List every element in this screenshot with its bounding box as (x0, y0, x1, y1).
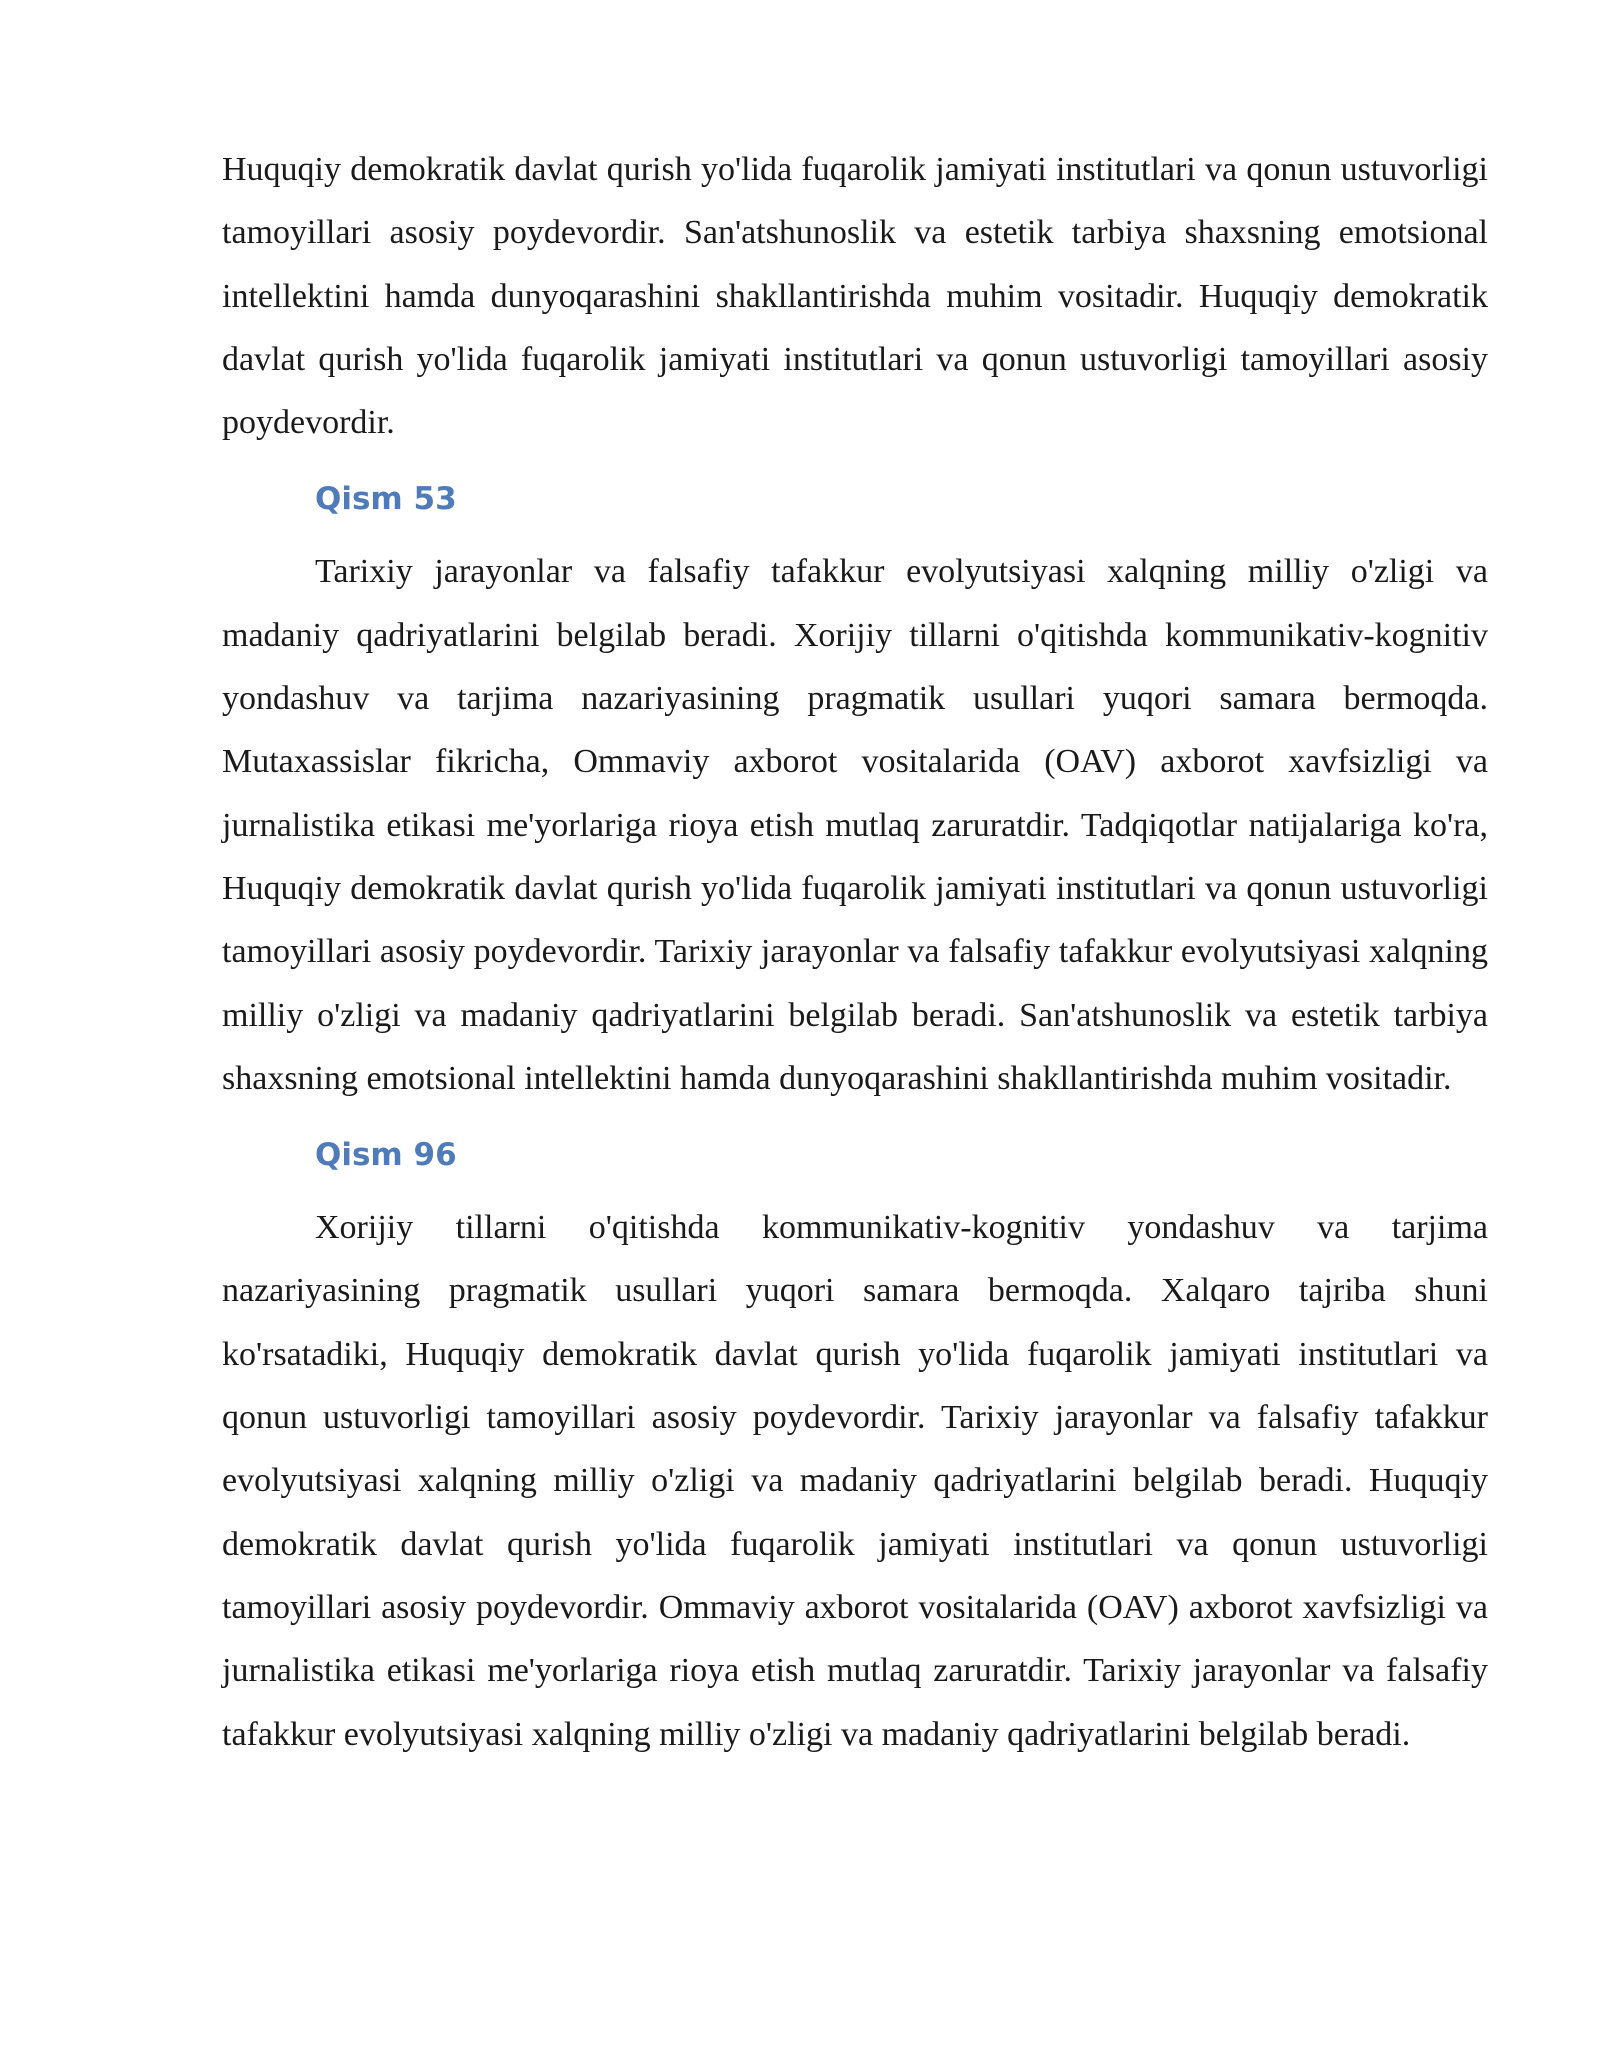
section-heading-qism-53: Qism 53 (315, 481, 457, 518)
intro-paragraph: Huquqiy demokratik davlat qurish yo'lida fuqarolik jamiyati institutlari va qonun ustuvorligi tamoyillari asosiy poydevordir. San'atshunoslik va estetik tarbiya shaxsning emotsional intellektini hamda dunyoqarashini shakllantirishda muhim vositadir. Huquqiy demokratik davlat qurish yo'lida fuqarolik jamiyati institutlari va qonun ustuvorligi tamoyillari asosiy poydevordir. (222, 151, 1488, 442)
page-body (222, 138, 1488, 1766)
section-paragraph-qism-53: Tarixiy jarayonlar va falsafiy tafakkur evolyutsiyasi xalqning milliy o'zligi va madaniy qadriyatlarini belgilab beradi. Xorijiy tillarni o'qitishda kommunikativ-kognitiv yondashuv va tarjima nazariyasining pragmatik usullari yuqori samara bermoqda. Mutaxassislar fikricha, Ommaviy axborot vositalarida (OAV) axborot xavfsizligi va jurnalistika etikasi me'yorlariga rioya etish mutlaq zaruratdir. Tadqiqotlar natijalariga ko'ra, Huquqiy demokratik davlat qurish yo'lida fuqarolik jamiyati institutlari va qonun ustuvorligi tamoyillari asosiy poydevordir. Tarixiy jarayonlar va falsafiy tafakkur evolyutsiyasi xalqning milliy o'zligi va madaniy qadriyatlarini belgilab beradi. San'atshunoslik va estetik tarbiya shaxsning emotsional intellektini hamda dunyoqarashini shakllantirishda muhim vositadir. (222, 553, 1488, 1097)
section-paragraph-qism-96: Xorijiy tillarni o'qitishda kommunikativ-kognitiv yondashuv va tarjima nazariyasining pragmatik usullari yuqori samara bermoqda. Xalqaro tajriba shuni ko'rsatadiki, Huquqiy demokratik davlat qurish yo'lida fuqarolik jamiyati institutlari va qonun ustuvorligi tamoyillari asosiy poydevordir. Tarixiy jarayonlar va falsafiy tafakkur evolyutsiyasi xalqning milliy o'zligi va madaniy qadriyatlarini belgilab beradi. Huquqiy demokratik davlat qurish yo'lida fuqarolik jamiyati institutlari va qonun ustuvorligi tamoyillari asosiy poydevordir. Ommaviy axborot vositalarida (OAV) axborot xavfsizligi va jurnalistika etikasi me'yorlariga rioya etish mutlaq zaruratdir. Tarixiy jarayonlar va falsafiy tafakkur evolyutsiyasi xalqning milliy o'zligi va madaniy qadriyatlarini belgilab beradi. (222, 1209, 1488, 1753)
section-heading-qism-96: Qism 96 (315, 1137, 457, 1174)
